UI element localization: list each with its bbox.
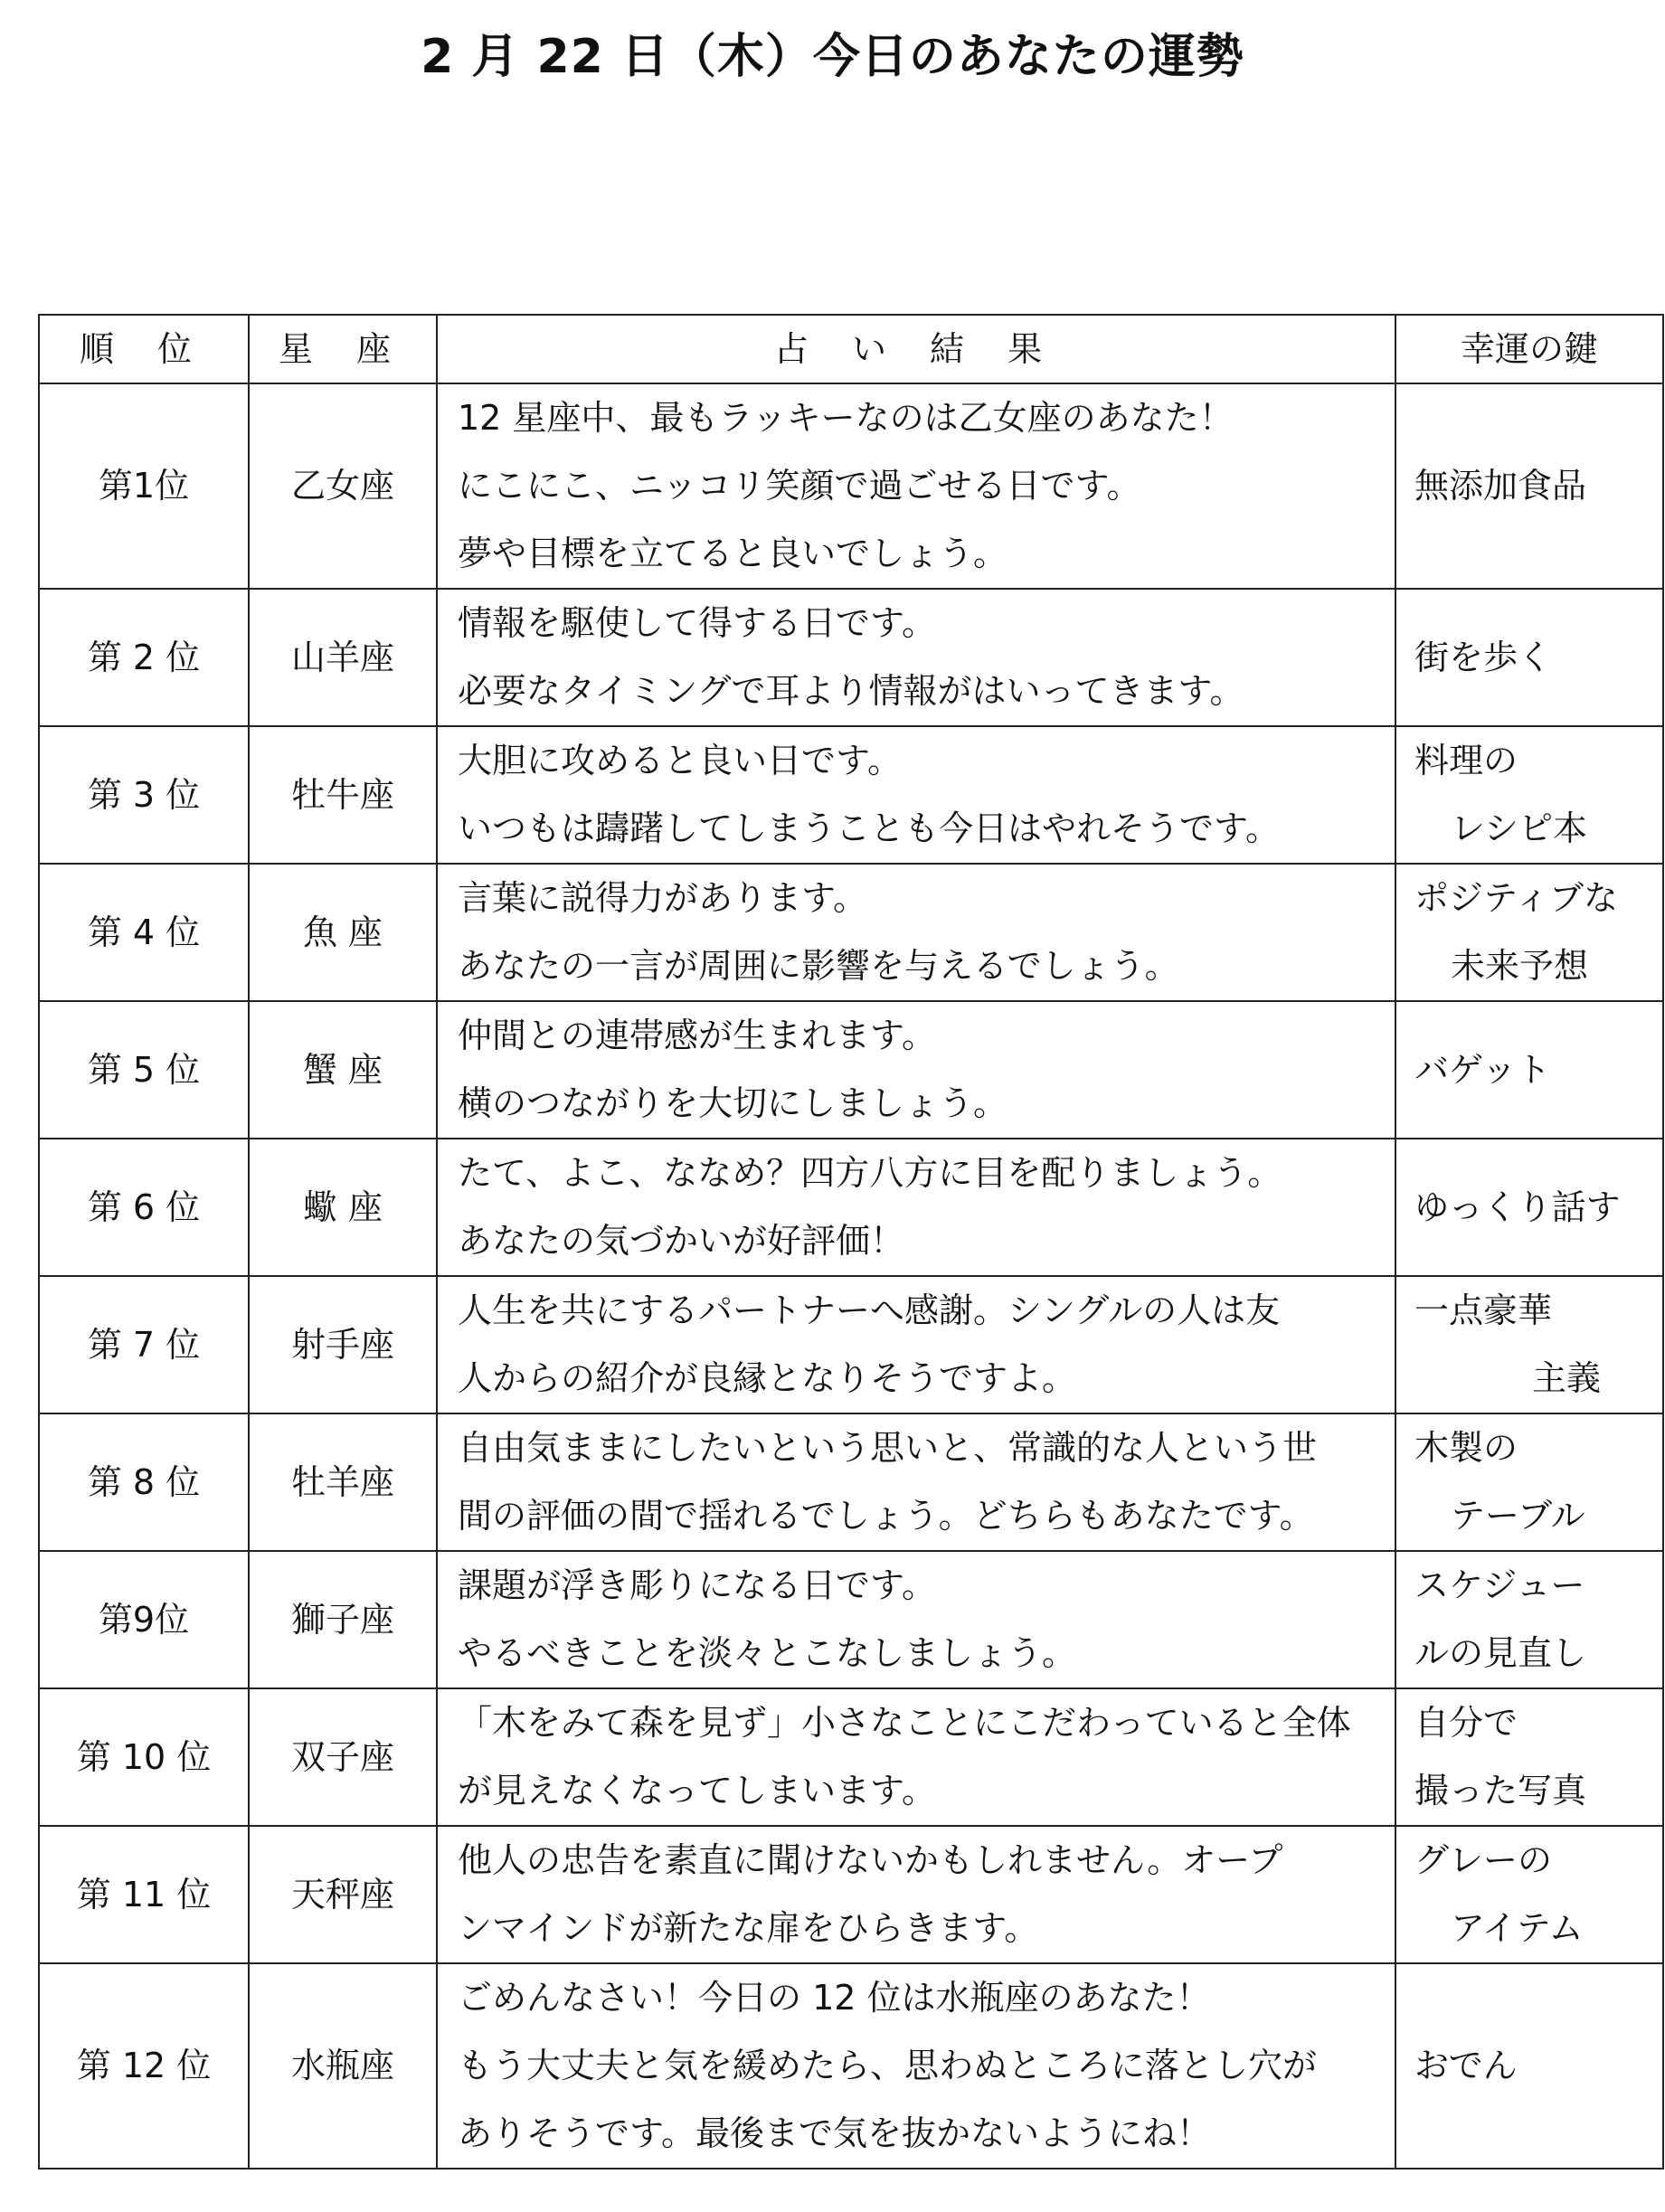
sign-cell: 山羊座 [249,589,437,726]
rank-cell: 第 10 位 [39,1688,249,1826]
lucky-key-line: 撮った写真 [1414,1771,1587,1810]
table-row [39,1139,1663,1276]
result-line: 人からの紹介が良縁となりそうですよ。 [458,1358,1077,1398]
table-row [39,726,1663,864]
rank-cell: 第1位 [39,383,249,589]
rank-cell: 第 2 位 [39,589,249,726]
lucky-key-cell [1395,1963,1663,2169]
result-line: 人生を共にするパートナーへ感謝。シングルの人は友 [458,1290,1281,1330]
result-line: 横のつながりを大切にしましょう。 [458,1083,1008,1123]
lucky-key-line: 木製の [1414,1428,1518,1468]
lucky-key-cell [1395,726,1663,864]
result-cell [437,1826,1395,1963]
rank-cell: 第 12 位 [39,1963,249,2169]
result-line: 夢や目標を立てると良いでしょう。 [458,534,1008,573]
lucky-key-line: ゆっくり話す [1414,1186,1621,1227]
lucky-key-cell [1395,589,1663,726]
lucky-key-line: テーブル [1451,1496,1585,1536]
rank-cell: 第 3 位 [39,726,249,864]
table-row [39,1276,1663,1413]
lucky-key-cell [1395,1413,1663,1551]
table-header-row [39,315,1663,383]
lucky-key-line: 街を歩く [1414,637,1553,677]
lucky-key-line: 主義 [1532,1358,1602,1398]
lucky-key-line: おでん [1414,2046,1518,2085]
lucky-key-line: 自分で [1414,1703,1518,1743]
lucky-key-line: グレーの [1414,1840,1553,1880]
sign-cell: 双子座 [249,1688,437,1826]
lucky-key-cell [1395,1139,1663,1276]
table-row [39,1826,1663,1963]
result-line: にこにこ、ニッコリ笑顔で過ごせる日です。 [458,466,1141,506]
result-line: 自由気ままにしたいという思いと、常識的な人という世 [458,1428,1318,1468]
lucky-key-cell [1395,1551,1663,1688]
header-result: 占 い 結 果 [437,315,1395,383]
header-key: 幸運の鍵 [1395,315,1663,383]
lucky-key-line: ルの見直し [1414,1633,1587,1673]
rank-cell: 第9位 [39,1551,249,1688]
rank-cell: 第 6 位 [39,1139,249,1276]
page-title: 2 月 22 日（木）今日のあなたの運勢 [421,30,1244,84]
result-line: 間の評価の間で揺れるでしょう。どちらもあなたです。 [458,1496,1314,1536]
lucky-key-line: アイテム [1451,1908,1584,1948]
sign-cell: 魚 座 [249,864,437,1001]
fortune-table [38,314,1664,2169]
lucky-key-line: 未来予想 [1451,946,1589,986]
result-line: 仲間との連帯感が生まれます。 [458,1016,936,1055]
lucky-key-cell [1395,1826,1663,1963]
result-line: 12 星座中、最もラッキーなのは乙女座のあなた！ [458,398,1234,438]
result-cell [437,1551,1395,1688]
result-line: 必要なタイミングで耳より情報がはいってきます。 [458,671,1244,711]
result-line: 言葉に説得力があります。 [458,878,867,918]
lucky-key-line: 一点豪華 [1414,1290,1553,1330]
sign-cell: 乙女座 [249,383,437,589]
table-row [39,1551,1663,1688]
header-sign: 星 座 [249,315,437,383]
sign-cell: 獅子座 [249,1551,437,1688]
result-cell [437,1139,1395,1276]
result-line: 大胆に攻めると良い日です。 [458,741,902,780]
lucky-key-line: 無添加食品 [1414,466,1587,506]
result-line: いつもは躊躇してしまうことも今日はやれそうです。 [458,808,1280,848]
lucky-key-cell [1395,1001,1663,1139]
table-body [39,383,1663,2169]
result-cell [437,864,1395,1001]
result-cell [437,383,1395,589]
result-line: ごめんなさい！今日の 12 位は水瓶座のあなた！ [458,1978,1211,2018]
lucky-key-cell [1395,1276,1663,1413]
lucky-key-cell [1395,383,1663,589]
sign-cell: 天秤座 [249,1826,437,1963]
sign-cell: 牡牛座 [249,726,437,864]
result-line: 情報を駆使して得する日です。 [458,603,936,643]
lucky-key-line: ポジティブな [1414,878,1618,918]
result-line: やるべきことを淡々とこなしましょう。 [458,1633,1077,1673]
result-cell [437,726,1395,864]
result-line: 「木をみて森を見ず」小さなことにこだわっていると全体 [458,1703,1351,1743]
table-row [39,589,1663,726]
sign-cell: 蟹 座 [249,1001,437,1139]
lucky-key-line: レシピ本 [1451,808,1588,848]
result-line: たて、よこ、ななめ？四方八方に目を配りましょう。 [458,1153,1282,1193]
result-line: ありそうです。最後まで気を抜かないようにね！ [458,2113,1211,2153]
result-cell [437,1413,1395,1551]
result-line: ンマインドが新たな扉をひらきます。 [458,1908,1039,1948]
table-row [39,1963,1663,2169]
result-cell [437,1001,1395,1139]
result-line: 課題が浮き彫りになる日です。 [458,1565,936,1605]
header-rank: 順 位 [39,315,249,383]
lucky-key-cell [1395,864,1663,1001]
rank-cell: 第 4 位 [39,864,249,1001]
sign-cell: 射手座 [249,1276,437,1413]
table-row [39,1001,1663,1139]
sign-cell: 牡羊座 [249,1413,437,1551]
result-line: もう大丈夫と気を緩めたら、思わぬところに落とし穴が [458,2046,1318,2085]
table-row [39,864,1663,1001]
result-cell [437,1963,1395,2169]
table-row [39,1413,1663,1551]
result-line: あなたの気づかいが好評価！ [458,1221,905,1261]
sign-cell: 蠍 座 [249,1139,437,1276]
rank-cell: 第 11 位 [39,1826,249,1963]
result-line: 他人の忠告を素直に聞けないかもしれません。オープ [458,1840,1283,1880]
result-line: あなたの一言が周囲に影響を与えるでしょう。 [458,946,1179,986]
lucky-key-line: バゲット [1414,1049,1551,1090]
lucky-key-line: 料理の [1414,741,1518,780]
rank-cell: 第 5 位 [39,1001,249,1139]
result-cell [437,1688,1395,1826]
lucky-key-cell [1395,1688,1663,1826]
rank-cell: 第 8 位 [39,1413,249,1551]
sign-cell: 水瓶座 [249,1963,437,2169]
table-row [39,383,1663,589]
result-line: が見えなくなってしまいます。 [458,1771,936,1810]
rank-cell: 第 7 位 [39,1276,249,1413]
result-cell [437,1276,1395,1413]
result-cell [437,589,1395,726]
table-row [39,1688,1663,1826]
lucky-key-line: スケジュー [1414,1565,1585,1605]
